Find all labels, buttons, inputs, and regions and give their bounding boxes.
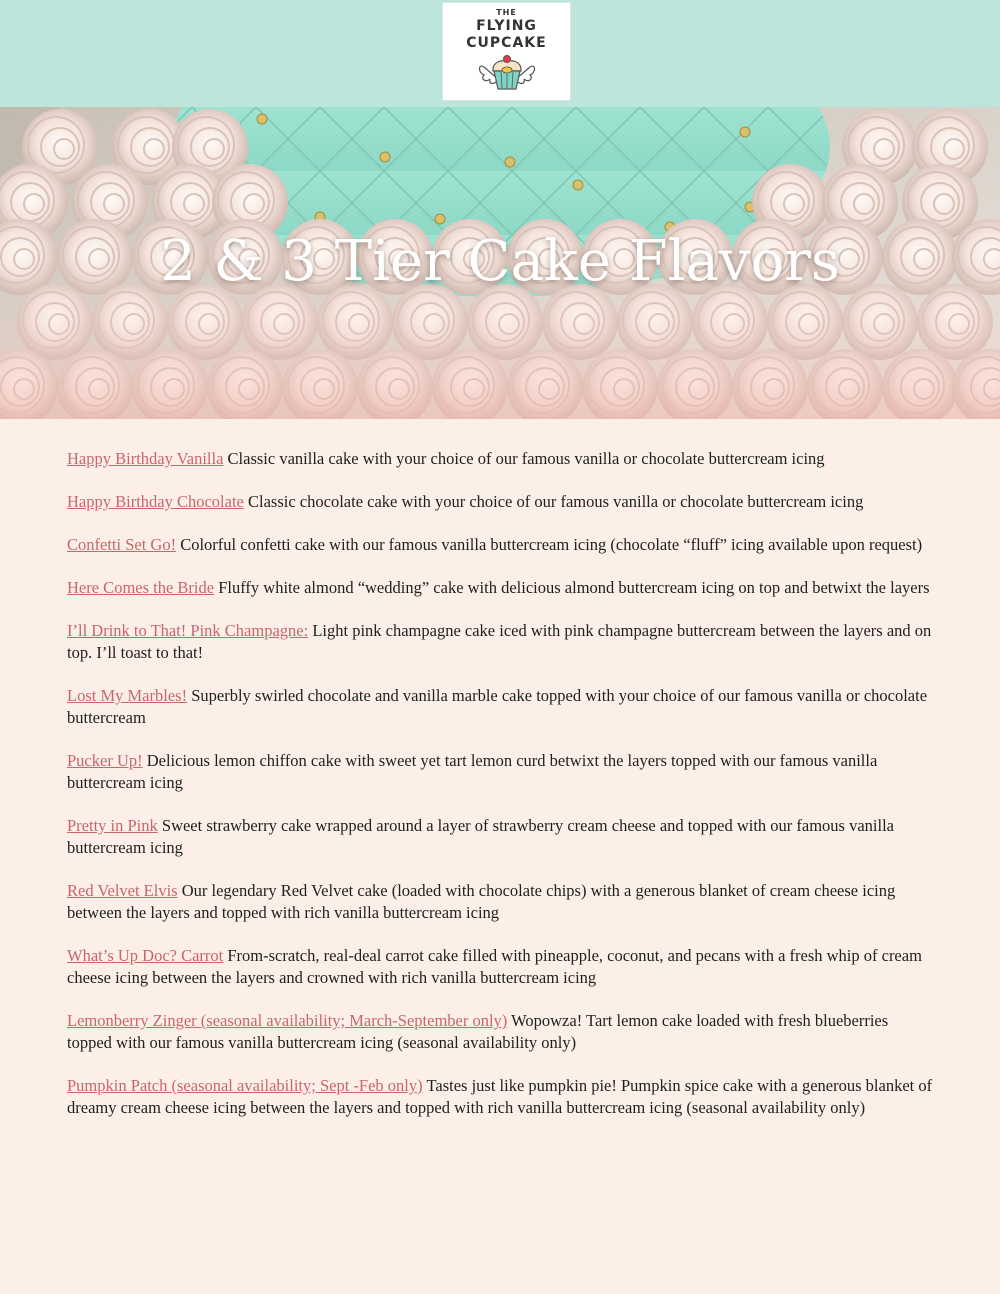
flavor-item bbox=[67, 448, 937, 470]
flavor-list bbox=[67, 448, 937, 1140]
flavor-item bbox=[67, 534, 937, 556]
flavor-description: Delicious lemon chiffon cake with sweet yet tart lemon curd betwixt the layers topped with our famous vanilla buttercream icing bbox=[67, 751, 878, 792]
flavor-description: Colorful confetti cake with our famous vanilla buttercream icing (chocolate “fluff” icing available upon request) bbox=[176, 535, 923, 554]
logo-line-flying: FLYING bbox=[476, 18, 537, 34]
flavor-description: Our legendary Red Velvet cake (loaded with chocolate chips) with a generous blanket of cream cheese icing between the layers and topped with rich vanilla buttercream icing bbox=[67, 881, 896, 922]
flavor-name-link[interactable]: I’ll Drink to That! Pink Champagne: bbox=[67, 621, 309, 640]
brand-logo[interactable] bbox=[443, 3, 570, 100]
flavor-item bbox=[67, 880, 937, 924]
flavor-description: Superbly swirled chocolate and vanilla marble cake topped with your choice of our famous vanilla or chocolate buttercream bbox=[67, 686, 928, 727]
flavor-name-link[interactable]: Happy Birthday Vanilla bbox=[67, 449, 224, 468]
flavor-name-link[interactable]: Pretty in Pink bbox=[67, 816, 158, 835]
flavor-description: Sweet strawberry cake wrapped around a layer of strawberry cream cheese and topped with our famous vanilla buttercream icing bbox=[67, 816, 895, 857]
flavor-name-link[interactable]: Confetti Set Go! bbox=[67, 535, 177, 554]
flavor-item bbox=[67, 685, 937, 729]
flavor-description: Wopowza! Tart lemon cake loaded with fresh blueberries topped with our famous vanilla buttercream icing (seasonal availability only) bbox=[67, 1011, 889, 1052]
flavor-item bbox=[67, 1075, 937, 1119]
flavor-item bbox=[67, 1010, 937, 1054]
flavor-description: Classic vanilla cake with your choice of our famous vanilla or chocolate buttercream icing bbox=[223, 449, 825, 468]
flavor-name-link[interactable]: Pumpkin Patch (seasonal availability; Sept -Feb only) bbox=[67, 1076, 423, 1095]
flavor-name-link[interactable]: Lost My Marbles! bbox=[67, 686, 188, 705]
flavor-description: Light pink champagne cake iced with pink champagne buttercream between the layers and on top. I’ll toast to that! bbox=[67, 621, 932, 662]
flavor-name-link[interactable]: What’s Up Doc? Carrot bbox=[67, 946, 224, 965]
flavor-name-link[interactable]: Lemonberry Zinger (seasonal availability; March-September only) bbox=[67, 1011, 508, 1030]
winged-cupcake-icon bbox=[476, 53, 538, 97]
flavor-item bbox=[67, 620, 937, 664]
flavor-description: Fluffy white almond “wedding” cake with delicious almond buttercream icing on top and betwixt the layers bbox=[214, 578, 930, 597]
logo-line-cupcake: CUPCAKE bbox=[466, 35, 547, 51]
flavor-name-link[interactable]: Here Comes the Bride bbox=[67, 578, 215, 597]
hero-banner bbox=[0, 107, 1000, 419]
flavor-item bbox=[67, 577, 937, 599]
flavor-item bbox=[67, 750, 937, 794]
flavor-description: Classic chocolate cake with your choice of our famous vanilla or chocolate buttercream icing bbox=[243, 492, 864, 511]
flavor-name-link[interactable]: Red Velvet Elvis bbox=[67, 881, 178, 900]
page-title: 2 & 3 Tier Cake Flavors bbox=[160, 229, 840, 294]
flavor-item bbox=[67, 945, 937, 989]
flavor-item bbox=[67, 815, 937, 859]
flavor-name-link[interactable]: Happy Birthday Chocolate bbox=[67, 492, 244, 511]
logo-line-the: THE bbox=[496, 8, 517, 17]
flavor-item bbox=[67, 491, 937, 513]
flavor-name-link[interactable]: Pucker Up! bbox=[67, 751, 143, 770]
flavor-description: From-scratch, real-deal carrot cake filled with pineapple, coconut, and pecans with a fresh whip of cream cheese icing between the layers and crowned with rich vanilla buttercream icing bbox=[67, 946, 922, 987]
flavor-description: Tastes just like pumpkin pie! Pumpkin spice cake with a generous blanket of dreamy cream cheese icing between the layers and topped with rich vanilla buttercream icing (seasonal availability only) bbox=[67, 1076, 933, 1117]
header-band bbox=[0, 0, 1000, 107]
